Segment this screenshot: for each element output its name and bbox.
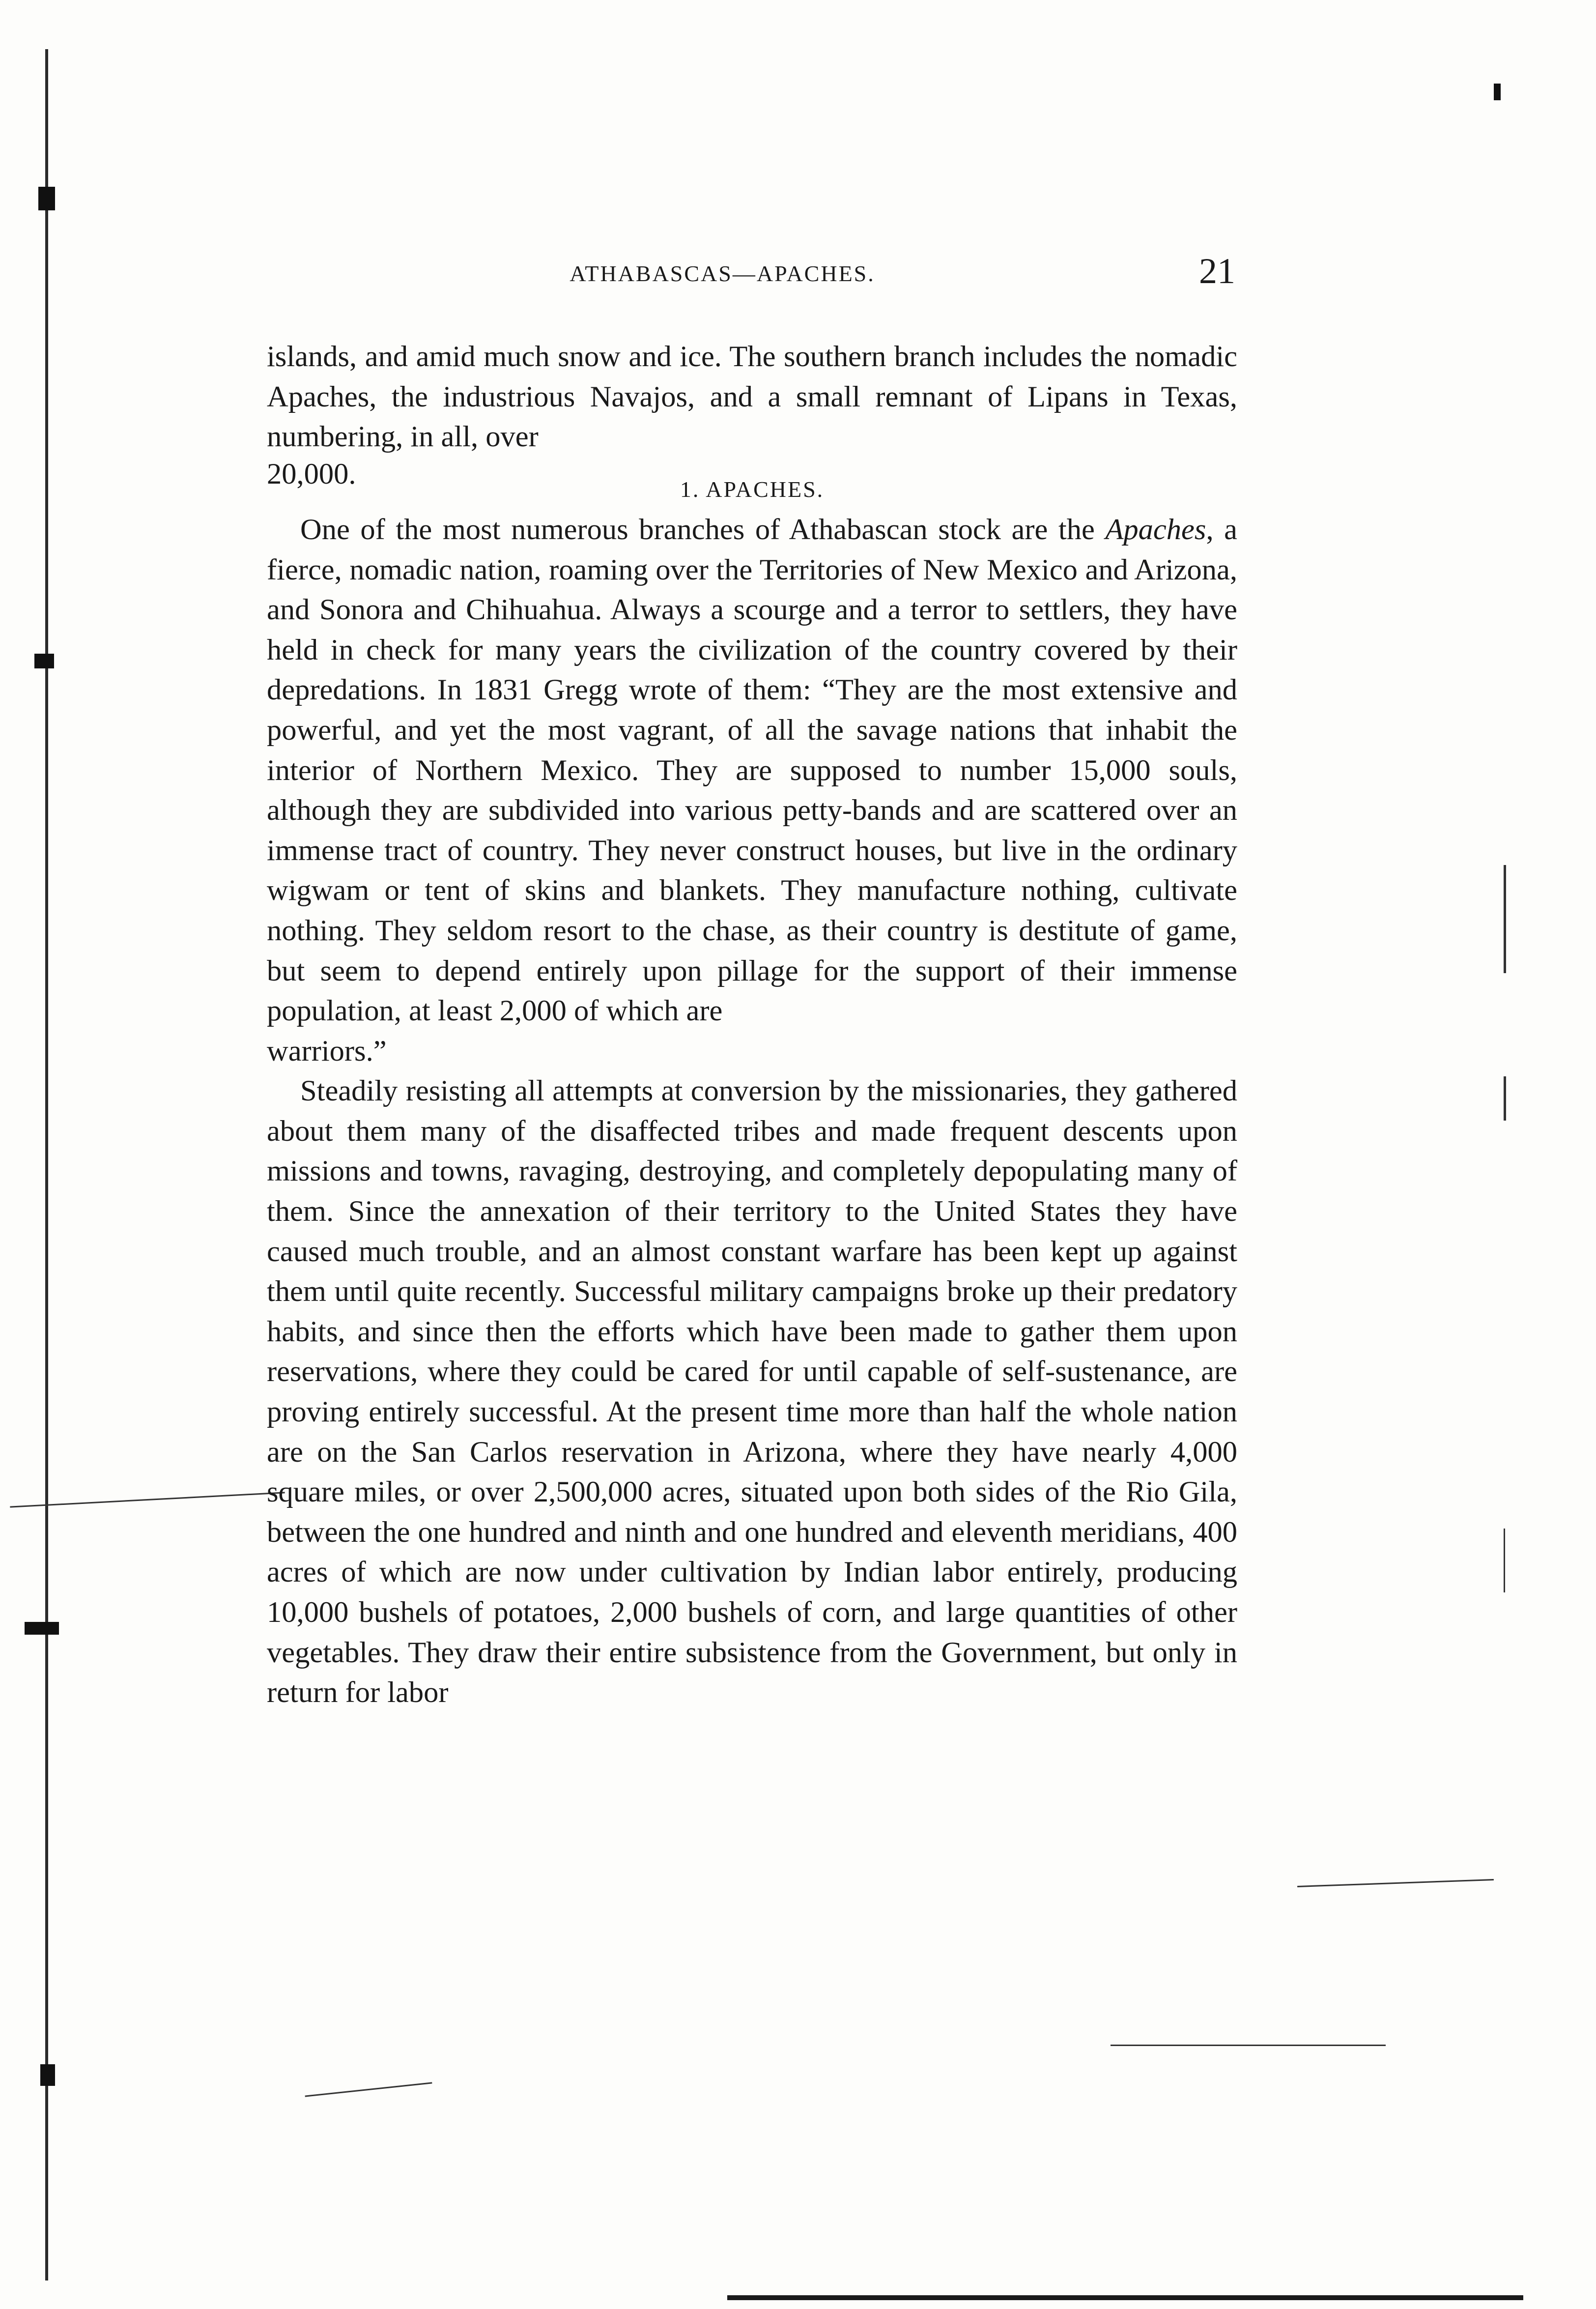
scan-edge-right (1504, 865, 1506, 973)
italic-apaches: Apaches (1105, 513, 1206, 546)
stray-pen-line (305, 2082, 432, 2097)
scan-mark (38, 187, 55, 210)
intro-paragraph: islands, and amid much snow and ice. The southern branch includes the nomadic Apaches, the industrious Navajos, and a small remnant of Lipans in Texas, numbering, in all, over (267, 340, 1237, 454)
scan-mark (1494, 84, 1501, 100)
paragraph-body: , a fierce, nomadic nation, roaming over the Territories of New Mexico and Arizona, and Sonora and Chihuahua. Always a scourge and a terror to settlers, they have held in check for many years the civilization of the country covered by their depredations. In 1831 Gregg wrote of them: “They are the most extensive and powerful, and yet the most vagrant, of all the savage nations that inhabit the interior of Northern Mexico. They are supposed to number 15,000 souls, although they are subdivided into various petty-bands and are scattered over an immense tract of country. They never construct houses, but live in the ordinary wigwam or tent of skins and blankets. They manufacture nothing, cultivate nothing. They seldom resort to the chase, as their country is destitute of game, but seem to depend entirely upon pillage for the support of their immense population, at least 2,000 of which are (267, 513, 1237, 1028)
section-heading: 1. APACHES. (680, 477, 825, 502)
scan-mark (34, 654, 54, 668)
scan-mark (40, 2064, 55, 2086)
scan-edge-right (1504, 1529, 1505, 1592)
stray-pen-line (1111, 2045, 1386, 2046)
paragraph-apaches (267, 510, 1237, 1031)
scan-bottom-edge (727, 2295, 1523, 2300)
scan-edge-right (1504, 1076, 1506, 1121)
paragraph-apaches-end: warriors.” (267, 1034, 387, 1068)
stray-pen-line (1297, 1879, 1494, 1887)
scan-mark (25, 1622, 59, 1635)
page-number: 21 (1199, 251, 1235, 291)
scan-edge-left (45, 49, 48, 2280)
paragraph-lead: One of the most numerous branches of Athabascan stock are the (300, 513, 1106, 546)
text-column (267, 337, 1237, 1713)
paragraph-resistance: Steadily resisting all attempts at conversion by the missionaries, they gathered about them many of the disaffected tribes and made frequent descents upon missions and towns, ravaging, destroying, and completely depopulating many of them. Since the annexation of their territory to the United States they have caused much trouble, and an almost constant warfare has been kept up against them until quite recently. Successful military campaigns broke up their predatory habits, and since then the efforts which have been made to gather them upon reservations, where they could be cared for until capable of self-sustenance, are proving entirely successful. At the present time more than half the whole nation are on the San Carlos reservation in Arizona, where they have nearly 4,000 square miles, or over 2,500,000 acres, situated upon both sides of the Rio Gila, between the one hundred and ninth and one hundred and eleventh meridians, 400 acres of which are now under cultivation by Indian labor entirely, producing 10,000 bushels of potatoes, 2,000 bushels of corn, and large quantities of other vegetables. They draw their entire subsistence from the Government, but only in return for labor (267, 1074, 1237, 1709)
running-title: ATHABASCAS—APACHES. (570, 261, 875, 286)
stray-pen-line (10, 1492, 285, 1507)
intro-paragraph-end: 20,000. (267, 457, 356, 491)
